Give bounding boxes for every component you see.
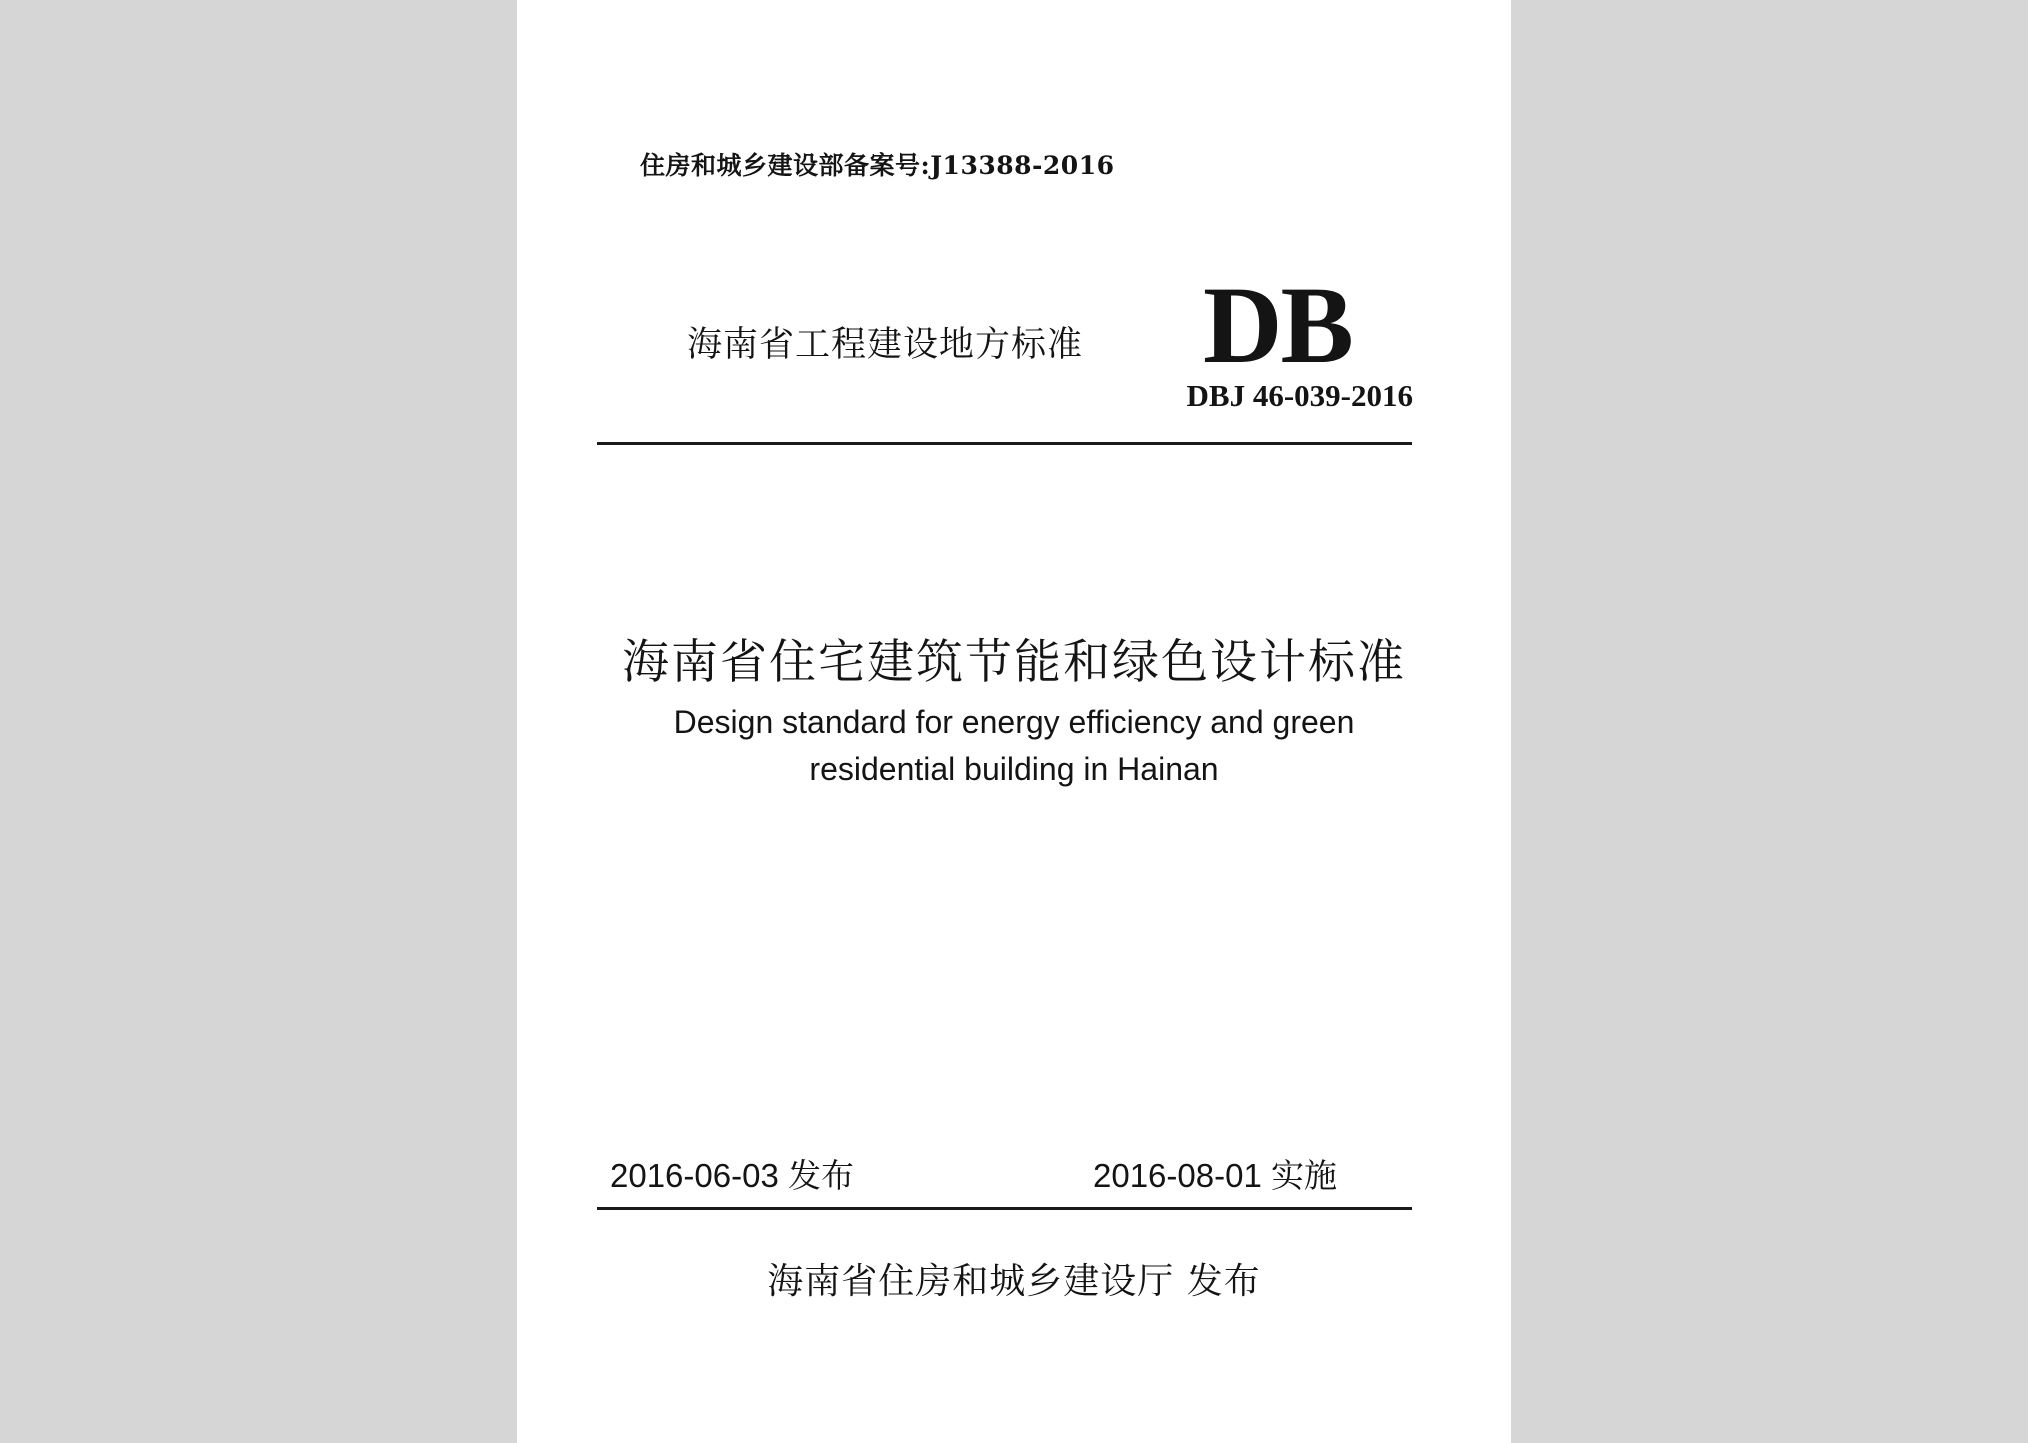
record-number: 住房和城乡建设部备案号:J13388-2016 [640,151,1115,180]
top-divider [597,442,1412,445]
document-page [517,0,1511,1443]
standard-code: DBJ 46-039-2016 [1186,378,1413,413]
standard-category: 海南省工程建设地方标准 [687,325,1084,365]
issue-date: 2016-06-03 发布 [610,1157,854,1194]
db-mark: DB [1203,264,1352,386]
title-english-line-1: Design standard for energy efficiency and green [673,704,1355,740]
bottom-divider [597,1207,1412,1210]
title-english-line-2: residential building in Hainan [809,751,1219,787]
publisher: 海南省住房和城乡建设厅 发布 [767,1261,1261,1302]
effective-date: 2016-08-01 实施 [1093,1157,1337,1194]
title-chinese: 海南省住宅建筑节能和绿色设计标准 [622,635,1406,690]
